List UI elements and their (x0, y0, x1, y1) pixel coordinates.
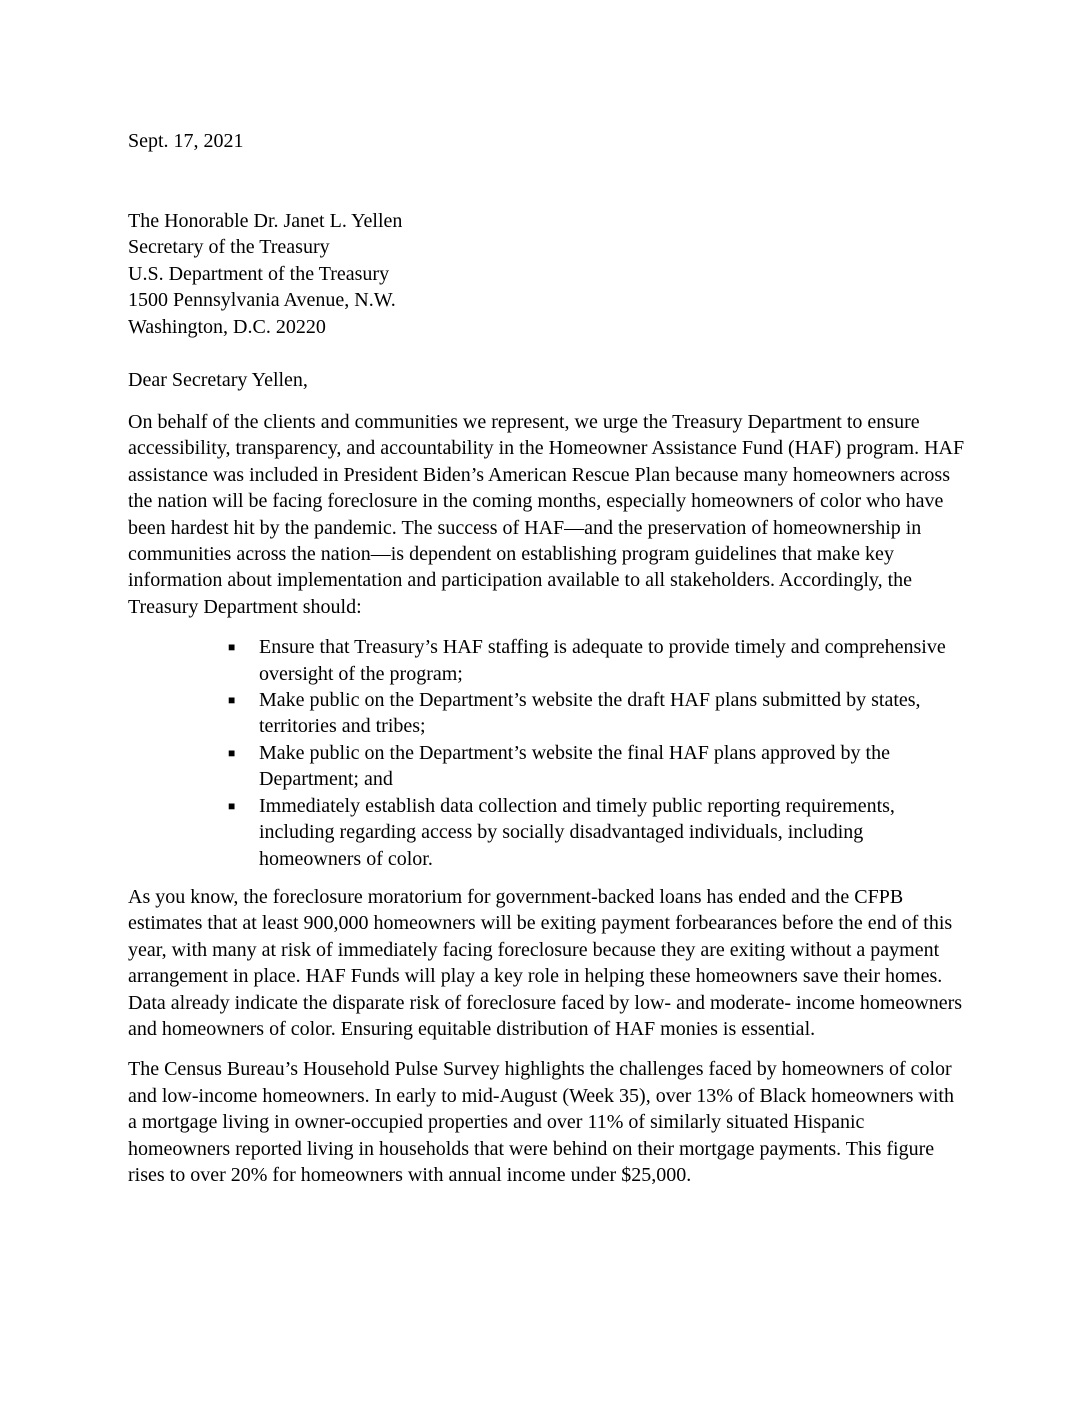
body-paragraph-moratorium: As you know, the foreclosure moratorium for government-backed loans has ended and the CFPB estimates that at least 900,000 homeowners will be exiting payment forbearances before the end of this year, with many at risk of immediately facing foreclosure because they are exiting without a payment arrangement in place. HAF Funds will play a key role in helping these homeowners save their homes. Data already indicate the disparate risk of foreclosure faced by low- and moderate- income homeowners and homeowners of color. Ensuring equitable distribution of HAF monies is essential. (128, 885, 963, 1040)
recipient-line: Washington, D.C. 20220 (128, 315, 326, 338)
list-item (228, 687, 966, 740)
list-item-text: Make public on the Department’s website the final HAF plans approved by the Department; and (259, 741, 890, 791)
body-paragraph-intro: On behalf of the clients and communities we represent, we urge the Treasury Department to ensure accessibility, transparency, and accountability in the Homeowner Assistance Fund (HAF) program. HAF assistance was included in President Biden’s American Rescue Plan because many homeowners across the nation will be facing foreclosure in the coming months, especially homeowners of color who have been hardest hit by the pandemic. The success of HAF—and the preservation of homeownership in communities across the nation—is dependent on establishing program guidelines that make key information about implementation and participation available to all stakeholders. Accordingly, the Treasury Department should: (128, 411, 965, 618)
square-bullet-icon: ■ (228, 640, 236, 655)
recipient-line: Secretary of the Treasury (128, 236, 330, 259)
letter-date: Sept. 17, 2021 (128, 130, 244, 152)
square-bullet-icon: ■ (228, 798, 236, 813)
list-item-text: Make public on the Department’s website the draft HAF plans submitted by states, territories and tribes; (259, 689, 921, 738)
list-item (228, 793, 966, 872)
list-item (228, 634, 966, 687)
recipient-address (128, 208, 402, 340)
square-bullet-icon: ■ (228, 693, 236, 708)
letter-body (128, 409, 966, 1202)
recipient-line: The Honorable Dr. Janet L. Yellen (128, 210, 403, 232)
recipient-line: U.S. Department of the Treasury (128, 262, 390, 285)
list-item-text: Immediately establish data collection and timely public reporting requirements, including regarding access by socially disadvantaged individuals, including homeowners of color. (259, 794, 895, 870)
body-paragraph-census: The Census Bureau’s Household Pulse Survey highlights the challenges faced by homeowners of color and low-income homeowners. In early to mid-August (Week 35), over 13% of Black homeowners with a mortgage living in owner-occupied properties and over 11% of similarly situated Hispanic homeowners reported living in households that were behind on their mortgage payments. This figure rises to over 20% for homeowners with annual income under $25,000. (128, 1058, 954, 1186)
square-bullet-icon: ■ (228, 745, 236, 760)
list-item (228, 740, 966, 793)
recipient-line: 1500 Pennsylvania Avenue, N.W. (128, 289, 396, 312)
salutation: Dear Secretary Yellen, (128, 369, 308, 391)
list-item-text: Ensure that Treasury’s HAF staffing is adequate to provide timely and comprehensive oversight of the program; (259, 636, 946, 685)
recommendations-list (128, 634, 966, 872)
